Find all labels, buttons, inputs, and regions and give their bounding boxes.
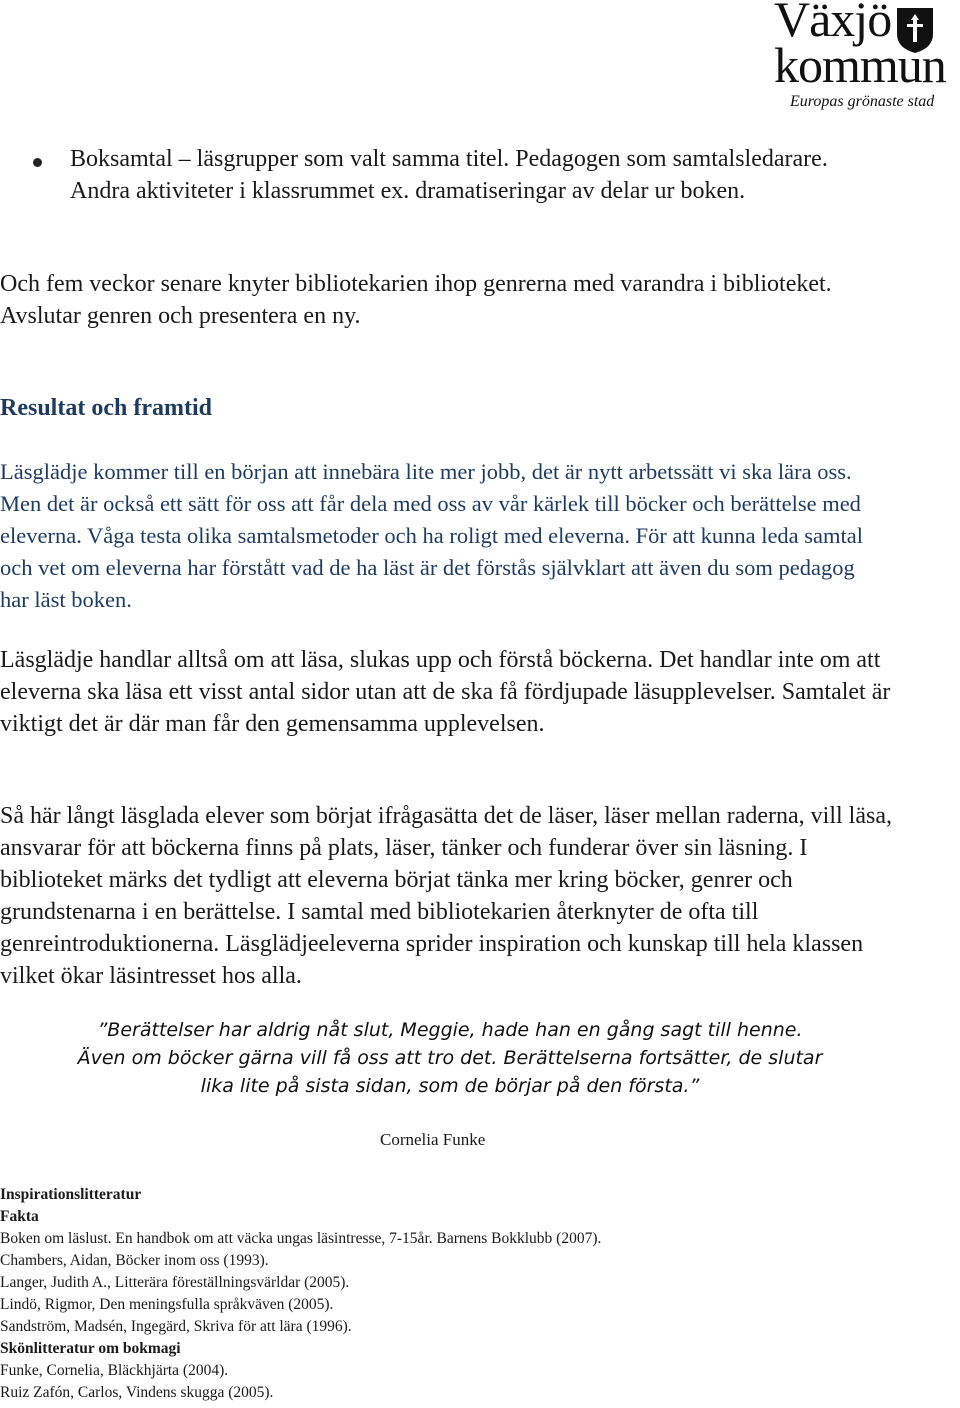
logo-line1: Växjö (774, 0, 892, 47)
logo-slogan: Europas grönaste stad (790, 93, 935, 110)
vaxjo-kommun-logo (764, 0, 960, 118)
quote-block (0, 1016, 900, 1100)
references-heading: Inspirationslitteratur (0, 1186, 142, 1203)
reference-item: Sandström, Madsén, Ingegärd, Skriva för att lära (1996). (0, 1318, 352, 1335)
reference-item: Funke, Cornelia, Bläckhjärta (2004). (0, 1362, 229, 1379)
paragraph-reading-joy: Läsglädje handlar alltså om att läsa, slukas upp och förstå böckerna. Det handlar inte om att eleverna ska läsa ett visst antal sidor utan att de ska få fördjupade läsupplevelser. Samtalet är viktigt det är där man får den gemensamma upplevelsen. (0, 647, 891, 737)
logo-line2: kommun (774, 37, 946, 93)
reference-item: Ruiz Zafón, Carlos, Vindens skugga (2005). (0, 1384, 274, 1401)
quote-line: lika lite på sista sidan, som de börjar på den första.” (200, 1075, 700, 1097)
reference-item: Langer, Judith A., Litterära föreställningsvärldar (2005). (0, 1274, 350, 1291)
references-subheading-fakta: Fakta (0, 1208, 39, 1225)
reference-item: Lindö, Rigmor, Den meningsfulla språkväven (2005). (0, 1296, 334, 1313)
paragraph-genre-rotation: Och fem veckor senare knyter bibliotekarien ihop genrerna med varandra i biblioteket. Avslutar genren och presentera en ny. (0, 271, 832, 329)
paragraph-results: Läsglädje kommer till en början att innebära lite mer jobb, det är nytt arbetssätt vi ska lära oss. Men det är också ett sätt för oss att får dela med oss av vår kärlek till böcker och berättelse med eleverna. Våga testa olika samtalsmetoder och ha roligt med eleverna. För att kunna leda samtal och vet om eleverna har förstått vad de ha läst är det förstås självklart att även du som pedagog har läst boken. (0, 459, 864, 612)
references-subheading-fiction: Skönlitteratur om bokmagi (0, 1340, 181, 1357)
paragraph-progress: Så här långt läsglada elever som börjat ifrågasätta det de läser, läser mellan raderna, vill läsa, ansvarar för att böckerna finns på plats, läser, tänker och funderar över sin läsning. I biblioteket märks det tydligt att eleverna börjat tänka mer kring böcker, genrer och grundstenarna i en berättelse. I samtal med bibliotekarien återknyter de ofta till genreintroduktionerna. Läsglädjeeleverna sprider inspiration och kunskap till hela klassen vilket ökar läsintresset hos alla. (0, 803, 892, 989)
quote-author: Cornelia Funke (380, 1130, 486, 1149)
references-section (0, 1184, 900, 1404)
reference-item: Chambers, Aidan, Böcker inom oss (1993). (0, 1252, 269, 1269)
quote-line: ”Berättelser har aldrig nåt slut, Meggie, hade han en gång sagt till henne. (97, 1019, 803, 1041)
reference-item: Boken om läslust. En handbok om att väcka ungas läsintresse, 7-15år. Barnens Bokklubb (2007). (0, 1230, 602, 1247)
bullet-dot (33, 158, 42, 167)
section-heading: Resultat och framtid (0, 395, 212, 421)
quote-line: Även om böcker gärna vill få oss att tro det. Berättelserna fortsätter, de slutar (77, 1047, 823, 1069)
bullet-item-text: Boksamtal – läsgrupper som valt samma titel. Pedagogen som samtalsledarare. Andra aktiviteter i klassrummet ex. dramatiseringar av delar ur boken. (70, 146, 828, 204)
